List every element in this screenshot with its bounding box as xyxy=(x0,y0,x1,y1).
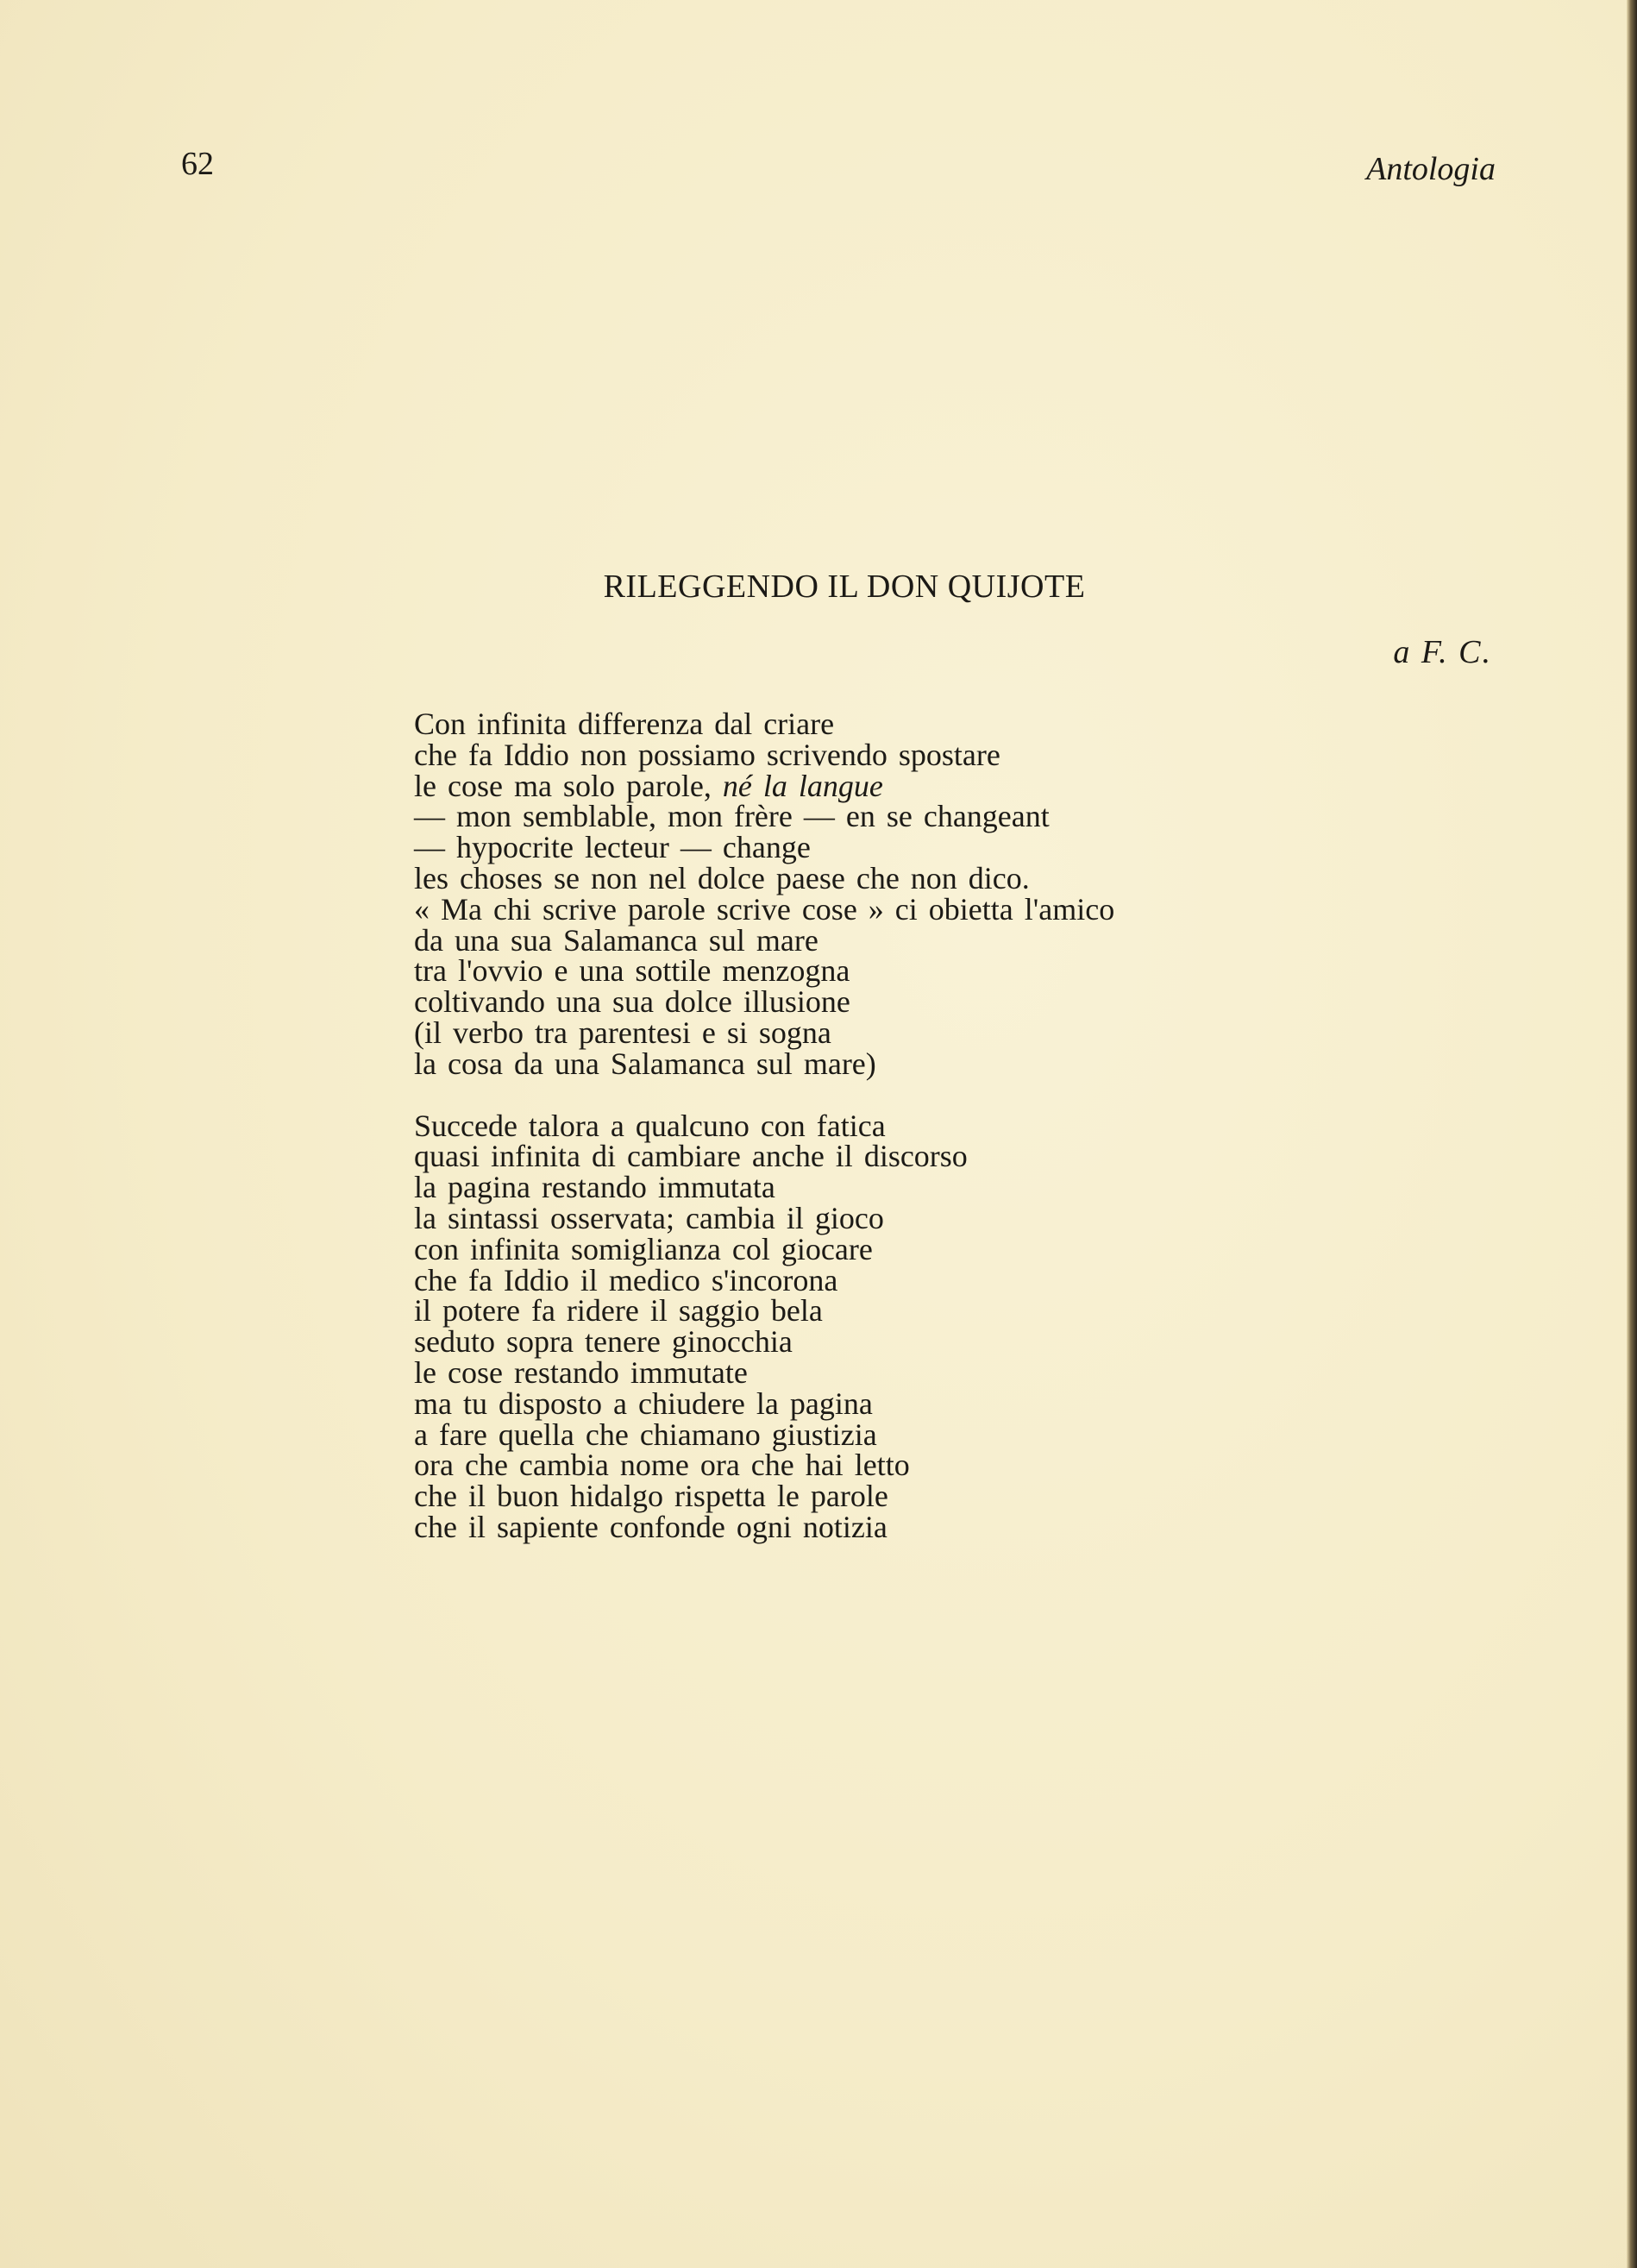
poem-line: (il verbo tra parentesi e si sogna xyxy=(414,1015,831,1050)
poem-line: tra l'ovvio e una sottile menzogna xyxy=(414,953,850,989)
poem-line: il potere fa ridere il saggio bela xyxy=(414,1293,823,1329)
poem-line: che fa Iddio non possiamo scrivendo spostare xyxy=(414,737,1000,772)
poem-line: coltivando una sua dolce illusione xyxy=(414,984,850,1020)
poem-line: la cosa da una Salamanca sul mare) xyxy=(414,1046,876,1081)
poem-line: Succede talora a qualcuno con fatica xyxy=(414,1108,886,1143)
poem-line-italic: né la langue xyxy=(722,768,883,803)
poem-line: da una sua Salamanca sul mare xyxy=(414,922,818,958)
poem-line: — mon semblable, mon frère — en se changeant xyxy=(414,799,1050,834)
poem-line: quasi infinita di cambiare anche il discorso xyxy=(414,1139,968,1174)
poem-line: la sintassi osservata; cambia il gioco xyxy=(414,1200,884,1235)
page-header xyxy=(181,145,1496,188)
poem-body xyxy=(414,709,1397,1543)
poem-title: RILEGGENDO IL DON QUIJOTE xyxy=(603,569,1086,605)
page-number: 62 xyxy=(181,146,214,182)
poem-line: che il sapiente confonde ogni notizia xyxy=(414,1509,887,1544)
stanza-1 xyxy=(414,709,1397,1080)
poem-line: che il buon hidalgo rispetta le parole xyxy=(414,1479,888,1514)
poem-line: che fa Iddio il medico s'incorona xyxy=(414,1262,838,1297)
poem-line: ora che cambia nome ora che hai letto xyxy=(414,1448,910,1483)
poem-line: — hypocrite lecteur — change xyxy=(414,830,811,865)
poem-line: la pagina restando immutata xyxy=(414,1170,775,1205)
poem-line: ma tu disposto a chiudere la pagina xyxy=(414,1385,873,1421)
poem-line xyxy=(414,768,1397,803)
running-head: Antologia xyxy=(1366,151,1496,187)
poem-line: les choses se non nel dolce paese che non dico. xyxy=(414,860,1030,895)
page-edge-shadow xyxy=(1627,0,1637,2268)
stanza-2 xyxy=(414,1108,1397,1544)
poem-line: le cose restando immutate xyxy=(414,1354,748,1390)
poem-line-roman: le cose ma solo parole, xyxy=(414,768,723,803)
poem-line: « Ma chi scrive parole scrive cose » ci obietta l'amico xyxy=(414,891,1115,927)
poem-line: con infinita somiglianza col giocare xyxy=(414,1231,873,1266)
poem-line: Con infinita differenza dal criare xyxy=(414,707,835,741)
poem-line: a fare quella che chiamano giustizia xyxy=(414,1417,877,1452)
poem-line: seduto sopra tenere ginocchia xyxy=(414,1324,793,1360)
poem-dedication: a F. C. xyxy=(1393,634,1492,670)
